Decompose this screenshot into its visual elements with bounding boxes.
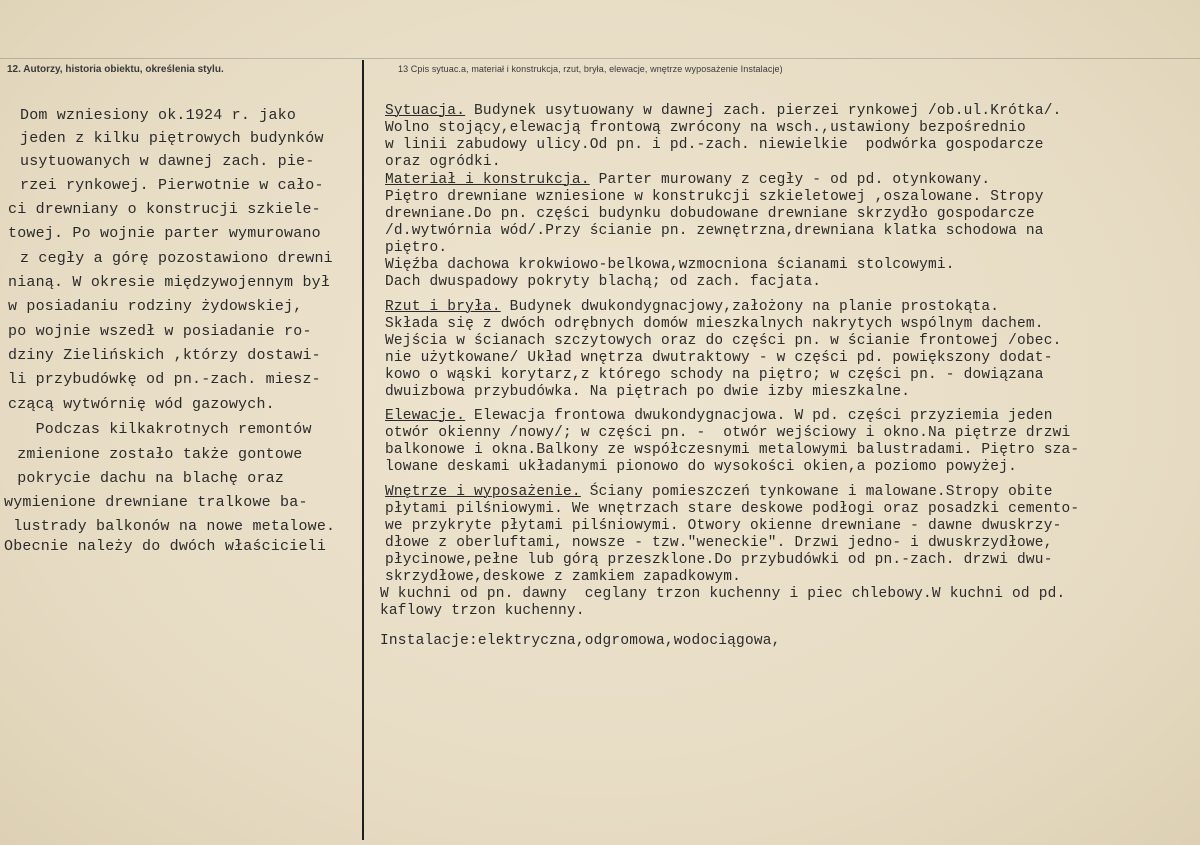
section-line: Składa się z dwóch odrębnych domów mieszkalnych nakrytych wspólnym dachem. [385, 316, 1044, 332]
section-elevations-first-line [385, 408, 1053, 425]
section-text: Elewacja frontowa dwukondygnacjowa. W pd. części przyziemia jeden [465, 408, 1053, 424]
history-line: jeden z kilku piętrowych budynków [20, 130, 324, 147]
section-plan-first-line [385, 299, 999, 316]
history-line: towej. Po wojnie parter wymurowano [8, 225, 321, 242]
section-line: skrzydłowe,deskowe z zamkiem zapadkowym. [385, 569, 742, 585]
section-situation-first-line [385, 103, 1062, 120]
section-line: płycinowe,pełne lub górą przeszklone.Do przybudówki od pn.-zach. drzwi dwu- [385, 552, 1053, 568]
history-line: ci drewniany o konstrucji szkiele- [8, 201, 321, 218]
history-line: z cegły a górę pozostawiono drewni [20, 250, 333, 267]
section-line: dłowe z oberluftami, nowsze - tzw."weneckie". Drzwi jedno- i dwuskrzydłowe, [385, 535, 1053, 551]
section-heading: Rzut i bryła. [385, 299, 501, 315]
section-text: Budynek usytuowany w dawnej zach. pierzei rynkowej /ob.ul.Krótka/. [465, 103, 1062, 119]
section-text: Parter murowany z cegły - od pd. otynkowany. [589, 172, 991, 188]
section-line: Wejścia w ścianach szczytowych oraz do części pn. w ścianie frontowej /obec. [385, 333, 1062, 349]
column-divider [362, 60, 364, 840]
section-line: piętro. [385, 240, 448, 256]
section-line: oraz ogródki. [385, 154, 501, 170]
section-line: nie użytkowane/ Układ wnętrza dwutraktowy - w części pd. powiększony dodat- [385, 350, 1053, 366]
history-line: li przybudówkę od pn.-zach. miesz- [8, 371, 321, 388]
history-line: czącą wytwórnię wód gazowych. [8, 396, 275, 413]
history-line: w posiadaniu rodziny żydowskiej, [8, 298, 303, 315]
section-line: Piętro drewniane wzniesione w konstrukcji szkieletowej ,oszalowane. Stropy [385, 189, 1044, 205]
history-line: nianą. W okresie międzywojennym był [8, 274, 331, 291]
history-line: dziny Zielińskich ,którzy dostawi- [8, 347, 321, 364]
history-line: Obecnie należy do dwóch właścicieli [4, 538, 327, 555]
section-line: otwór okienny /nowy/; w części pn. - otwór wejściowy i okno.Na piętrze drzwi [385, 425, 1071, 441]
section-line: kaflowy trzon kuchenny. [380, 603, 585, 619]
section-line: Wolno stojący,elewacją frontową zwrócony na wsch.,ustawiony bezpośrednio [385, 120, 1026, 136]
history-line: lustrady balkonów na nowe metalowe. [4, 518, 336, 535]
section-interior-first-line [385, 484, 1053, 501]
section-line: balkonowe i okna.Balkony ze współczesnymi metalowymi balustradami. Piętro sza- [385, 442, 1080, 458]
header-rule [0, 58, 1200, 59]
section-line: Więźba dachowa krokwiowo-belkowa,wzmocniona ścianami stolcowymi. [385, 257, 955, 273]
installations-line: Instalacje:elektryczna,odgromowa,wodociągowa, [380, 633, 781, 649]
section-text: Ściany pomieszczeń tynkowane i malowane.Stropy obite [580, 484, 1053, 500]
history-line: pokrycie dachu na blachę oraz [8, 470, 285, 487]
right-column-header: 13 Cpis sytuac.a, materiał i konstrukcja, rzut, bryła, elewacje, wnętrze wyposażenie Instalacje) [398, 64, 783, 74]
section-line: kowo o wąski korytarz,z którego schody na piętro; w części pn. - dowiązana [385, 367, 1044, 383]
section-line: lowane deskami układanymi pionowo do wysokości okien,a poziomo powyżej. [385, 459, 1018, 475]
section-line: Dach dwuspadowy pokryty blachą; od zach. facjata. [385, 274, 822, 290]
section-line: płytami pilśniowymi. We wnętrzach stare deskowe podłogi oraz posadzki cemento- [385, 501, 1080, 517]
section-heading: Sytuacja. [385, 103, 466, 119]
section-line: drewniane.Do pn. części budynku dobudowane drewniane skrzydło gospodarcze [385, 206, 1035, 222]
section-heading: Wnętrze i wyposażenie. [385, 484, 581, 500]
section-line: we przykryte płytami pilśniowymi. Otwory okienne drewniane - dawne dwuskrzy- [385, 518, 1062, 534]
history-line: po wojnie wszedł w posiadanie ro- [8, 323, 312, 340]
section-material-first-line [385, 172, 990, 189]
history-line: rzei rynkowej. Pierwotnie w cało- [20, 177, 324, 194]
history-line: Dom wzniesiony ok.1924 r. jako [20, 107, 297, 124]
section-line: w linii zabudowy ulicy.Od pn. i pd.-zach. niewielkie podwórka gospodarcze [385, 137, 1044, 153]
history-line: zmienione zostało także gontowe [8, 446, 303, 463]
section-heading: Elewacje. [385, 408, 466, 424]
history-line: wymienione drewniane tralkowe ba- [4, 494, 308, 511]
section-line: /d.wytwórnia wód/.Przy ścianie pn. zewnętrzna,drewniana klatka schodowa na [385, 223, 1044, 239]
history-line: usytuowanych w dawnej zach. pie- [20, 153, 315, 170]
left-column-header: 12. Autorzy, historia obiektu, określenia stylu. [7, 64, 224, 75]
history-line: Podczas kilkakrotnych remontów [8, 421, 312, 438]
section-line: W kuchni od pn. dawny ceglany trzon kuchenny i piec chlebowy.W kuchni od pd. [380, 586, 1066, 602]
section-line: dwuizbowa przybudówka. Na piętrach po dwie izby mieszkalne. [385, 384, 911, 400]
section-text: Budynek dwukondygnacjowy,założony na planie prostokąta. [500, 299, 1000, 315]
section-heading: Materiał i konstrukcja. [385, 172, 590, 188]
